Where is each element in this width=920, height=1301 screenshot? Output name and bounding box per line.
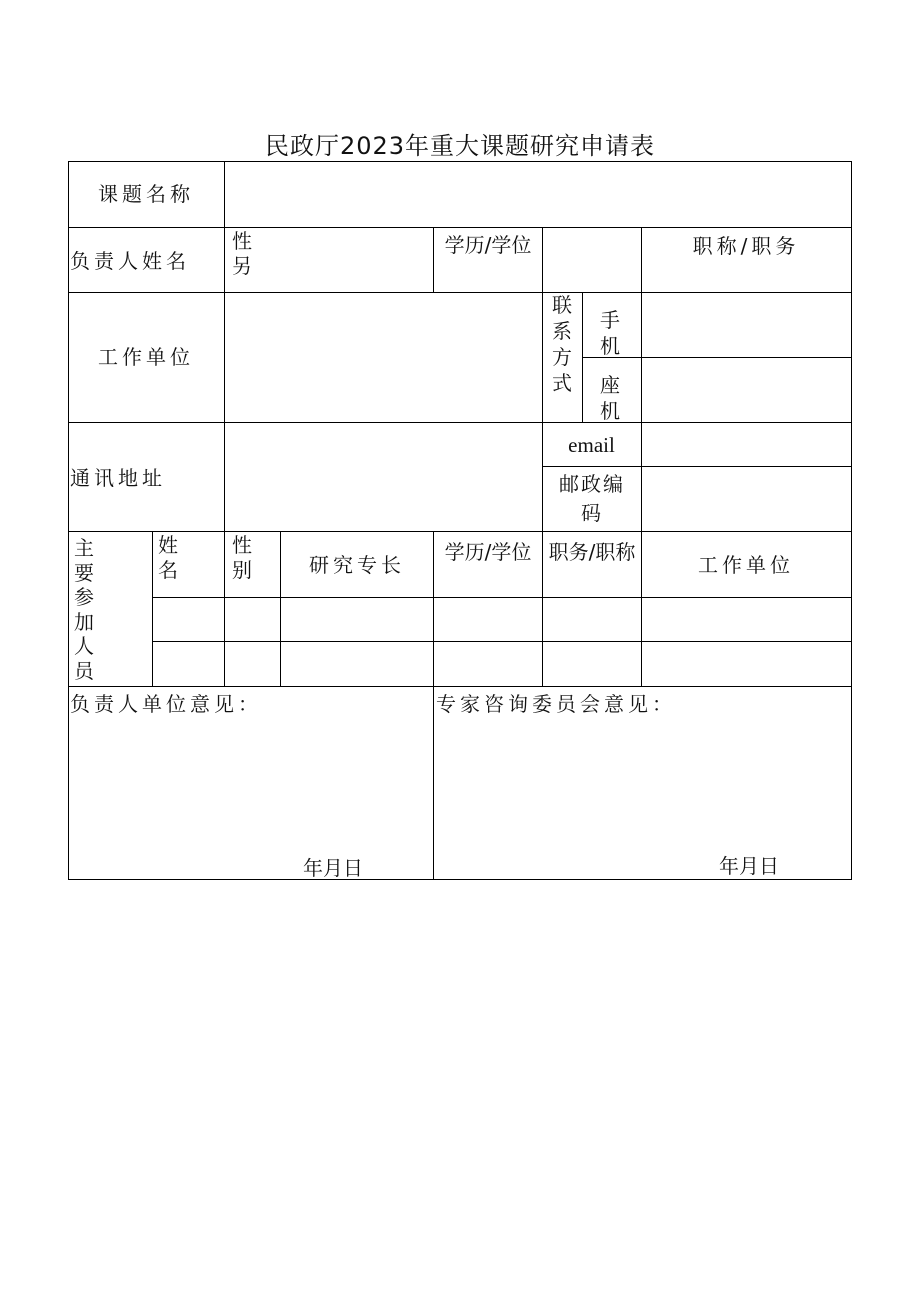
col-line-name xyxy=(224,531,225,687)
label-postal-code: 邮政编码 xyxy=(559,472,625,525)
input-expert-committee-opinion[interactable] xyxy=(435,720,849,850)
date-right: 年月日 xyxy=(719,854,779,878)
border-left xyxy=(68,161,69,880)
border-right xyxy=(851,161,852,880)
label-landline: 座机 xyxy=(600,373,620,423)
row-line-contact-mid xyxy=(582,357,852,358)
header-position-title: 职务/职称 xyxy=(548,540,636,564)
input-topic-name[interactable] xyxy=(226,163,850,226)
label-gender-leader: 性另 xyxy=(232,229,252,278)
input-postal-code[interactable] xyxy=(643,468,850,530)
label-leader-name: 负责人姓名 xyxy=(70,249,190,273)
input-work-unit[interactable] xyxy=(226,294,540,421)
col-line-title xyxy=(641,227,642,532)
header-name: 姓名 xyxy=(158,533,178,582)
label-mobile: 手机 xyxy=(600,308,620,358)
col-line-edu-val xyxy=(542,227,543,532)
input-landline[interactable] xyxy=(643,359,850,421)
header-research-specialty: 研究专长 xyxy=(309,553,405,577)
input-mobile[interactable] xyxy=(643,294,850,356)
row-line-email xyxy=(542,466,852,467)
date-left: 年月日 xyxy=(303,856,363,880)
border-bottom xyxy=(68,879,852,880)
input-leader-unit-opinion[interactable] xyxy=(70,720,431,850)
header-work-unit: 工作单位 xyxy=(698,553,794,577)
header-gender: 性别 xyxy=(232,533,252,582)
row-line-4 xyxy=(68,531,852,532)
label-main-participants: 主要参加人员 xyxy=(74,536,94,683)
col-line-contact xyxy=(582,292,583,423)
page-title: 民政厅2023年重大课题研究申请表 xyxy=(264,132,656,160)
border-top xyxy=(68,161,852,162)
col-line-gender-val xyxy=(433,227,434,293)
label-leader-unit-opinion: 负责人单位意见： xyxy=(70,692,262,716)
label-title-position: 职称/职务 xyxy=(692,234,800,258)
input-email[interactable] xyxy=(643,424,850,465)
row-line-2 xyxy=(68,292,852,293)
row-line-1 xyxy=(68,227,852,228)
label-topic-name: 课题名称 xyxy=(98,182,194,206)
label-contact-method: 联系方式 xyxy=(552,293,572,395)
row-line-participant-2 xyxy=(152,641,852,642)
row-line-participant-1 xyxy=(152,597,852,598)
label-education-degree: 学历/学位 xyxy=(444,233,532,257)
label-expert-committee-opinion: 专家咨询委员会意见： xyxy=(436,692,676,716)
col-line-edu xyxy=(542,531,543,687)
input-mailing-address[interactable] xyxy=(226,424,540,530)
label-email: email xyxy=(568,433,615,457)
col-line-participants xyxy=(152,531,153,687)
row-line-5 xyxy=(68,686,852,687)
label-work-unit: 工作单位 xyxy=(98,345,194,369)
row-line-3 xyxy=(68,422,852,423)
header-education-degree: 学历/学位 xyxy=(444,540,532,564)
col-line-label xyxy=(224,161,225,532)
col-line-specialty xyxy=(433,531,434,880)
label-mailing-address: 通讯地址 xyxy=(70,466,166,490)
